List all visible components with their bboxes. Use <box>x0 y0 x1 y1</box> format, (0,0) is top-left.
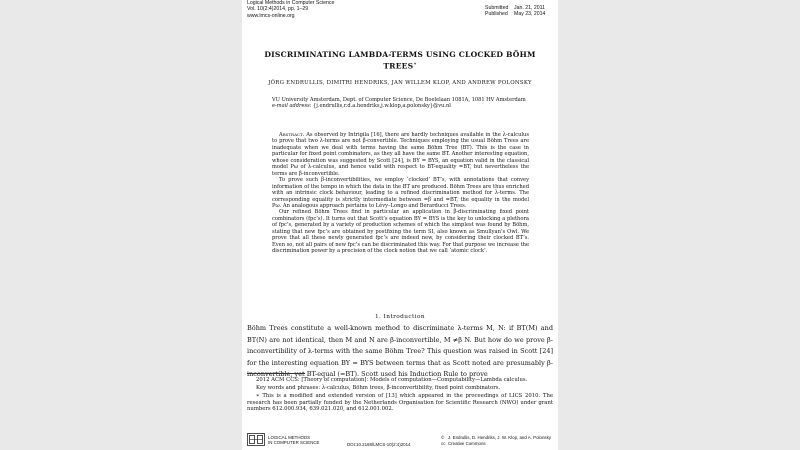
journal-name: Logical Methods in Computer Science <box>247 0 335 6</box>
published-date: May 23, 2014 <box>514 11 546 18</box>
paper-title <box>242 50 558 71</box>
page-footer <box>242 432 558 450</box>
introduction-paragraph: Böhm Trees constitute a well-known method to discriminate λ-terms M, N: if BT(M) and BT(N) are not identical, then M and N are β-inconvertible, M ≠β N. But how do we prove β-inconvertibility of λ-terms with the same Böhm Tree? This question was raised in Scott [24] for the interesting equation BY = BYS between terms that as Scott noted are presumably β-inconvertible, yet BT-equal (=BT). Scott used his Induction Rule to prove <box>247 324 553 378</box>
journal-site: www.lmcs-online.org <box>247 12 295 19</box>
lmcs-logo-line-2: IN COMPUTER SCIENCE <box>268 440 320 446</box>
email-addresses: : {j.endrullis,r.d.a.hendriks,j.w.klop,a.polonsky}@vu.nl <box>309 103 451 110</box>
lmcs-logo-icon <box>247 433 265 446</box>
doi: DOI:10.2168/LMCS-10(2:4)2014 <box>347 442 411 447</box>
title-line-1: DISCRIMINATING LAMBDA-TERMS USING CLOCKED BÖHM <box>264 50 536 59</box>
abstract-paragraph-2: To prove such β-inconvertibilities, we employ ‘clocked’ BT’s, with annotations that convey information of the tempo in which the data in the BT are produced. Böhm Trees are thus enriched with an intrinsic clock behaviour, leading to a refined discrimination method for λ-terms. The corresponding equality is strictly intermediate between =β and =BT, the equality in the model Pω. An analogous approach pertains to Lévy–Longo and Berarducci Trees. <box>272 177 529 209</box>
abstract-paragraph-3: Our refined Böhm Trees find in particular an application in β-discriminating fixed point combinators (fpc’s). It turns out that Scott’s equation BY = BYS is the key to unlocking a plethora of fpc’s, generated by a variety of production schemes of which the simplest was found by Böhm, stating that new fpc’s are obtained by postfixing the term SI, also known as Smullyan’s Owl. We prove that all these newly generated fpc’s are indeed new, by considering their clocked BT’s. Even so, not all pairs of new fpc’s can be discriminated this way. For that purpose we increase the discrimination power by a precision of the clock notion that we call ‘atomic clock’. <box>272 209 529 255</box>
email-label: e-mail address <box>272 103 310 110</box>
affiliation-address: VU University Amsterdam, Dept. of Computer Science, De Boelelaan 1081A, 1081 HV Amsterdam <box>272 97 526 103</box>
affiliation <box>272 97 526 110</box>
lmcs-logo-text <box>268 435 319 445</box>
abstract-paragraph-1 <box>272 132 529 177</box>
creative-commons-icon: cc <box>441 440 446 446</box>
license-name: Creative Commons <box>448 440 486 446</box>
submitted-label: Submitted <box>485 5 509 11</box>
dates-header <box>485 5 545 18</box>
footnote-rule <box>247 373 305 374</box>
title-footnote-mark: ∗ <box>413 61 417 67</box>
acm-ccs-note: 2012 ACM CCS: [Theory of computation]: Models of computation—Computability—Lambda calculus. <box>256 377 528 383</box>
copyright-icon: © <box>441 435 445 440</box>
abstract-label: Abstract. <box>279 132 305 138</box>
lmcs-logo-line-1: LOGICAL METHODS <box>268 435 311 440</box>
email-row <box>272 103 526 109</box>
abstract <box>272 132 529 255</box>
funding-footnote: ∗ This is a modified and extended version of [13] which appeared in the proceedings of LICS 2010. The research has been partially funded by the Netherlands Organisation for Scientific Research (NWO) under grant numbers 612.000.934, 639.021.020, and 612.001.002. <box>247 393 553 413</box>
abstract-p1-text: As observed by Intrigila [16], there are hardly techniques available in the λ-calculus to prove that two λ-terms are not β-convertible. Techniques employing the usual Böhm Trees are inadequate when we deal with terms having the same Böhm Tree (BT). This is the case in particular for fixed point combinators, as they all have the same BT. Another interesting equation, whose consideration was suggested by Scott [24], is BY = BYS, an equation valid in the classical model Pω of λ-calculus, and hence valid with respect to BT-equality =BT, but nevertheless the terms are β-inconvertible. <box>272 132 530 177</box>
authors: JÖRG ENDRULLIS, DIMITRI HENDRIKS, JAN WILLEM KLOP, AND ANDREW POLONSKY <box>268 80 532 86</box>
title-line-2-text: TREES <box>383 61 414 71</box>
paper-page <box>242 0 558 450</box>
journal-volume: Vol. 10(2:4)2014, pp. 1–29 <box>247 6 309 13</box>
copyright-holders: J. Endrullis, D. Hendriks, J. W. Klop, and A. Polonsky <box>448 435 551 440</box>
introduction-body <box>247 323 553 381</box>
submitted-date: Jan. 21, 2011 <box>514 5 546 11</box>
section-heading-introduction: 1. Introduction <box>374 314 426 320</box>
published-row <box>485 11 545 17</box>
license-row <box>441 441 551 447</box>
published-label: Published <box>485 11 508 18</box>
front-matter-notes <box>247 377 553 414</box>
keywords-note: Key words and phrases: λ-calculus, Böhm trees, β-inconvertibility, fixed point combinators. <box>256 385 501 392</box>
title-line-2 <box>242 60 558 71</box>
license-block <box>441 435 551 446</box>
journal-header <box>247 0 334 19</box>
